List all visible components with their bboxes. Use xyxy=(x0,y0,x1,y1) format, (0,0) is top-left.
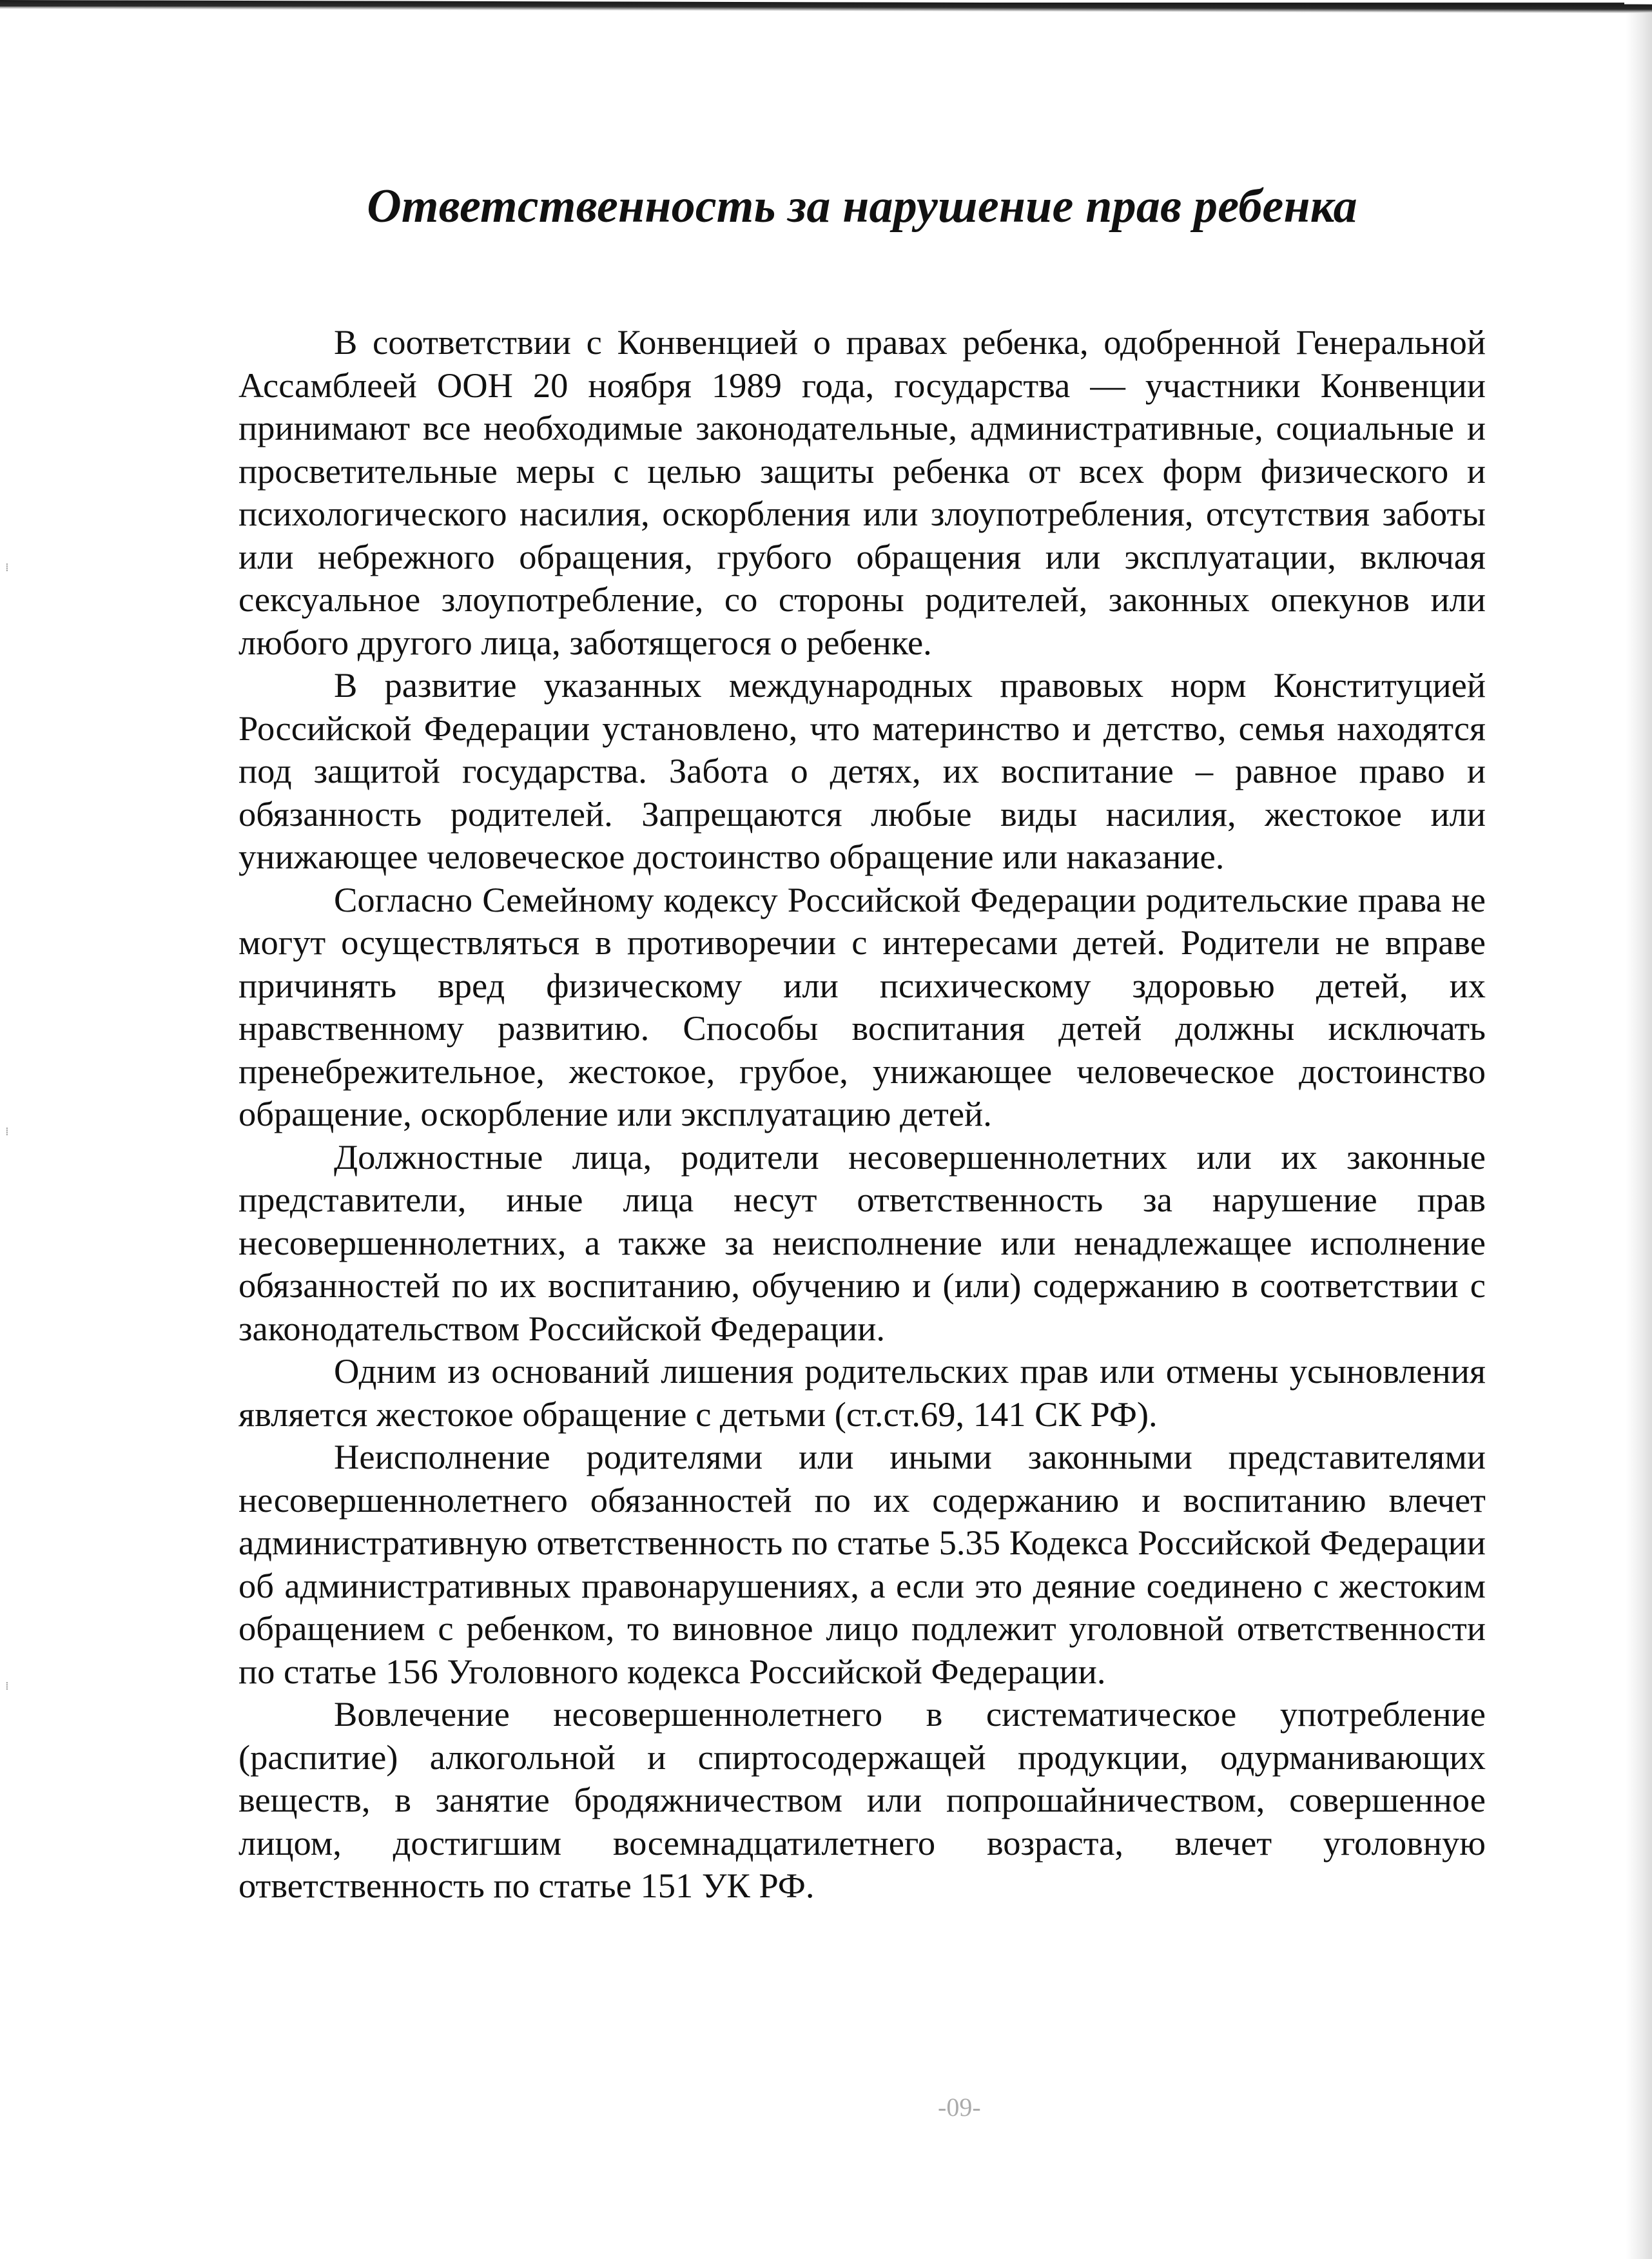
paragraph-convention: В соответствии с Конвенцией о правах ребенка, одобренной Генеральной Ассамблеей ООН 20 ноября 1989 года, государства — участники Конвенции принимают все необходимые законодательные, административные, социальные и просветительные меры с целью защиты ребенка от всех форм физического и психологического насилия, оскорбления или злоупотребления, отсутствия заботы или небрежного обращения, грубого обращения или эксплуатации, включая сексуальное злоупотребление, со стороны родителей, законных опекунов или любого другого лица, заботящегося о ребенке. xyxy=(238,322,1486,662)
paragraph-responsibility: Должностные лица, родители несовершеннолетних или их законные представители, иные лица несут ответственность за нарушение прав несовершеннолетних, а также за неисполнение или ненадлежащее исполнение обязанностей по их воспитанию, обучению и (или) содержанию в соответствии с законодательством Российской Федерации. xyxy=(238,1137,1486,1348)
paragraph-parental-rights: Одним из оснований лишения родительских прав или отмены усыновления является жестокое обращение с детьми (ст.ст.69, 141 СК РФ). xyxy=(238,1351,1486,1434)
scan-margin-marks-middle: ⁞ xyxy=(5,1125,9,1139)
paragraph-constitution: В развитие указанных международных правовых норм Конституцией Российской Федерации установлено, что материнство и детство, семья находятся под защитой государства. Забота о детях, их воспитание – равное право и обязанность родителей. Запрещаются любые виды насилия, жестокое или унижающее человеческое достоинство обращение или наказание. xyxy=(238,665,1486,876)
document-title: Ответственность за нарушение прав ребенка xyxy=(367,180,1357,233)
scan-margin-marks-upper: ⁞ xyxy=(5,561,9,574)
paragraph-administrative-liability: Неисполнение родителями или иными законными представителями несовершеннолетнего обязанностей по их содержанию и воспитанию влечет административную ответственность по статье 5.35 Кодекса Российской Федерации об административных правонарушениях, а если это деяние соединено с жестоким обращением с ребенком, то виновное лицо подлежит уголовной ответственности по статье 156 Уголовного кодекса Российской Федерации. xyxy=(238,1437,1486,1691)
scan-edge-right xyxy=(1626,13,1652,2259)
document-body xyxy=(238,321,1486,1908)
scan-margin-marks-lower: ⁞ xyxy=(5,1679,9,1693)
paragraph-criminal-liability: Вовлечение несовершеннолетнего в систематическое употребление (распитие) алкогольной и спиртосодержащей продукции, одурманивающих веществ, в занятие бродяжничеством или попрошайничеством, совершенное лицом, достигшим восемнадцатилетнего возраста, влечет уголовную ответственность по статье 151 УК РФ. xyxy=(238,1694,1486,1905)
page-number: -09- xyxy=(938,2093,981,2122)
paragraph-family-code: Согласно Семейному кодексу Российской Федерации родительские права не могут осуществляться в противоречии с интересами детей. Родители не вправе причинять вред физическому или психическому здоровью детей, их нравственному развитию. Способы воспитания детей должны исключать пренебрежительное, жестокое, грубое, унижающее человеческое достоинство обращение, оскорбление или эксплуатацию детей. xyxy=(238,879,1486,1133)
document-page xyxy=(238,174,1486,1908)
